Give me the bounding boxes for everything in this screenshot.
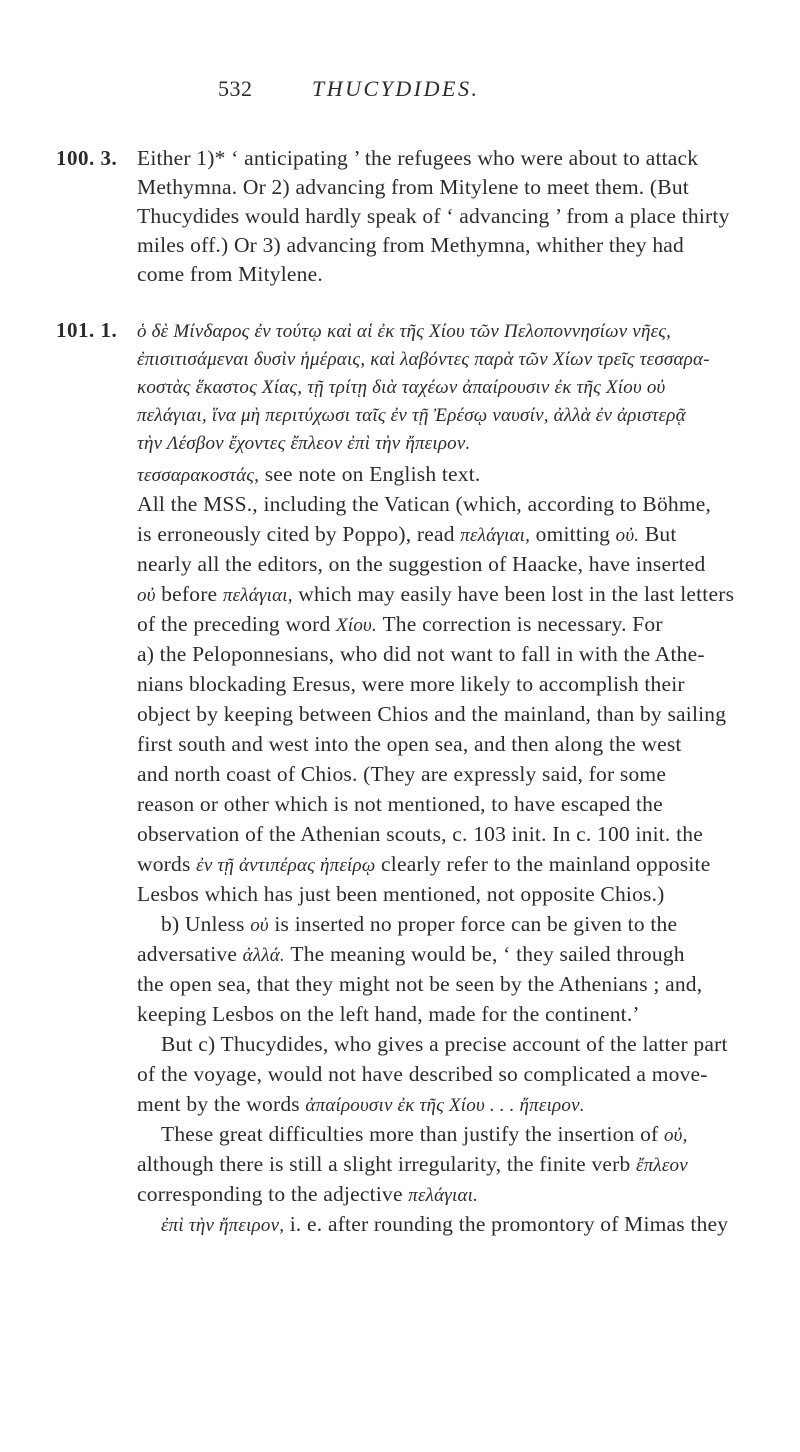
greek-term: ἐν τῇ ἀντιπέρας ἠπείρῳ: [196, 855, 376, 876]
greek-term: οὐ: [250, 915, 269, 936]
greek-term: πελάγιαι,: [460, 525, 531, 546]
greek-line: πελάγιαι, ἵνα μὴ περιτύχωσι ταῖς ἐν τῇ Ἐρέσῳ ναυσίν, ἀλλὰ ἐν ἀριστερᾷ: [137, 405, 686, 426]
text-fragment: These great difficulties more than justify the insertion of: [161, 1122, 664, 1146]
text-line: [137, 522, 677, 547]
text-line: first south and west into the open sea, and then along the west: [137, 732, 682, 756]
greek-term: οὐ,: [663, 1125, 688, 1146]
text-line: Lesbos which has just been mentioned, not opposite Chios.): [137, 882, 665, 906]
note-reference: 100. 3.: [56, 146, 118, 170]
greek-term: ἀλλά.: [242, 945, 285, 966]
text-line: Either 1)* ‘ anticipating ’ the refugees who were about to attack: [137, 146, 699, 170]
greek-term: ἔπλεον: [636, 1155, 688, 1176]
greek-term: ἐπὶ τὴν ἤπειρον,: [161, 1215, 285, 1236]
text-line: [137, 462, 480, 487]
text-line: [137, 612, 663, 637]
text-line: Methymna. Or 2) advancing from Mitylene to meet them. (But: [137, 175, 689, 199]
greek-term: οὐ.: [615, 525, 640, 546]
text-line: [161, 912, 677, 937]
text-line: come from Mitylene.: [137, 262, 323, 286]
text-fragment: although there is still a slight irregularity, the finite verb: [137, 1152, 637, 1176]
text-fragment: of the preceding word: [137, 612, 337, 636]
note-reference: 101. 1.: [56, 318, 118, 342]
text-line: the open sea, that they might not be seen by the Athenians ; and,: [137, 972, 703, 996]
text-fragment: is erroneously cited by Poppo), read: [137, 522, 461, 546]
text-line: of the voyage, would not have described so complicated a move-: [137, 1062, 708, 1086]
greek-term: πελάγιαι,: [222, 585, 293, 606]
text-fragment: clearly refer to the mainland opposite: [375, 852, 711, 876]
text-line: nearly all the editors, on the suggestion of Haacke, have inserted: [137, 552, 706, 576]
text-line: observation of the Athenian scouts, c. 103 init. In c. 100 init. the: [137, 822, 703, 846]
text-fragment: words: [137, 852, 197, 876]
text-fragment: The correction is necessary. For: [376, 612, 663, 636]
greek-term: τεσσαρακοστάς,: [137, 465, 260, 486]
text-line: miles off.) Or 3) advancing from Methymna, whither they had: [137, 233, 684, 257]
book-title: THUCYDIDES.: [312, 76, 480, 101]
text-fragment: ment by the words: [137, 1092, 306, 1116]
text-line: nians blockading Eresus, were more likely to accomplish their: [137, 672, 685, 696]
text-line: a) the Peloponnesians, who did not want to fall in with the Athe-: [137, 642, 705, 666]
text-line: [137, 942, 685, 967]
note-100-3: [56, 146, 760, 316]
greek-line: κοστὰς ἕκαστος Χίας, τῇ τρίτῃ διὰ ταχέων ἀπαίρουσιν ἐκ τῆς Χίου οὐ: [137, 377, 666, 398]
text-line: All the MSS., including the Vatican (which, according to Böhme,: [137, 492, 712, 516]
text-line: [137, 582, 734, 607]
text-line: and north coast of Chios. (They are expressly said, for some: [137, 762, 667, 786]
text-fragment: see note on English text.: [259, 462, 481, 486]
text-line: object by keeping between Chios and the mainland, than by sailing: [137, 702, 727, 726]
greek-term: ἀπαίρουσιν ἐκ τῆς Χίου . . . ἤπειρον.: [305, 1095, 585, 1116]
text-fragment: corresponding to the adjective: [137, 1182, 409, 1206]
page-number: 532: [218, 76, 253, 101]
running-head: [0, 76, 800, 110]
text-fragment: i. e. after rounding the promontory of Mimas they: [284, 1212, 729, 1236]
greek-line: ὁ δὲ Μίνδαρος ἐν τούτῳ καὶ αἱ ἐκ τῆς Χίου τῶν Πελοποννησίων νῆες,: [137, 321, 672, 342]
greek-line: τὴν Λέσβον ἔχοντες ἔπλεον ἐπὶ τὴν ἤπειρον.: [137, 433, 471, 454]
text-fragment: b) Unless: [161, 912, 251, 936]
text-line: keeping Lesbos on the left hand, made for the continent.’: [137, 1002, 640, 1026]
greek-term: οὐ: [137, 585, 156, 606]
greek-term: πελάγιαι.: [408, 1185, 479, 1206]
greek-term: Χίου.: [336, 615, 377, 636]
greek-line: ἐπισιτισάμεναι δυσὶν ἡμέραις, καὶ λαβόντες παρὰ τῶν Χίων τρεῖς τεσσαρα-: [137, 349, 710, 370]
text-line: [161, 1122, 688, 1147]
note-101-1: [56, 318, 760, 1448]
text-fragment: is inserted no proper force can be given to the: [268, 912, 678, 936]
text-line: [137, 1182, 478, 1207]
text-line: [137, 1152, 688, 1177]
text-fragment: before: [155, 582, 223, 606]
text-line: [161, 1212, 728, 1237]
text-line: [137, 852, 710, 877]
text-fragment: The meaning would be, ‘ they sailed through: [284, 942, 685, 966]
text-line: Thucydides would hardly speak of ‘ advancing ’ from a place thirty: [137, 204, 730, 228]
text-line: reason or other which is not mentioned, to have escaped the: [137, 792, 663, 816]
text-fragment: But: [639, 522, 677, 546]
text-line: [137, 1092, 585, 1117]
text-fragment: omitting: [530, 522, 616, 546]
text-fragment: adversative: [137, 942, 243, 966]
text-line: But c) Thucydides, who gives a precise account of the latter part: [161, 1032, 728, 1056]
text-fragment: which may easily have been lost in the last letters: [292, 582, 735, 606]
